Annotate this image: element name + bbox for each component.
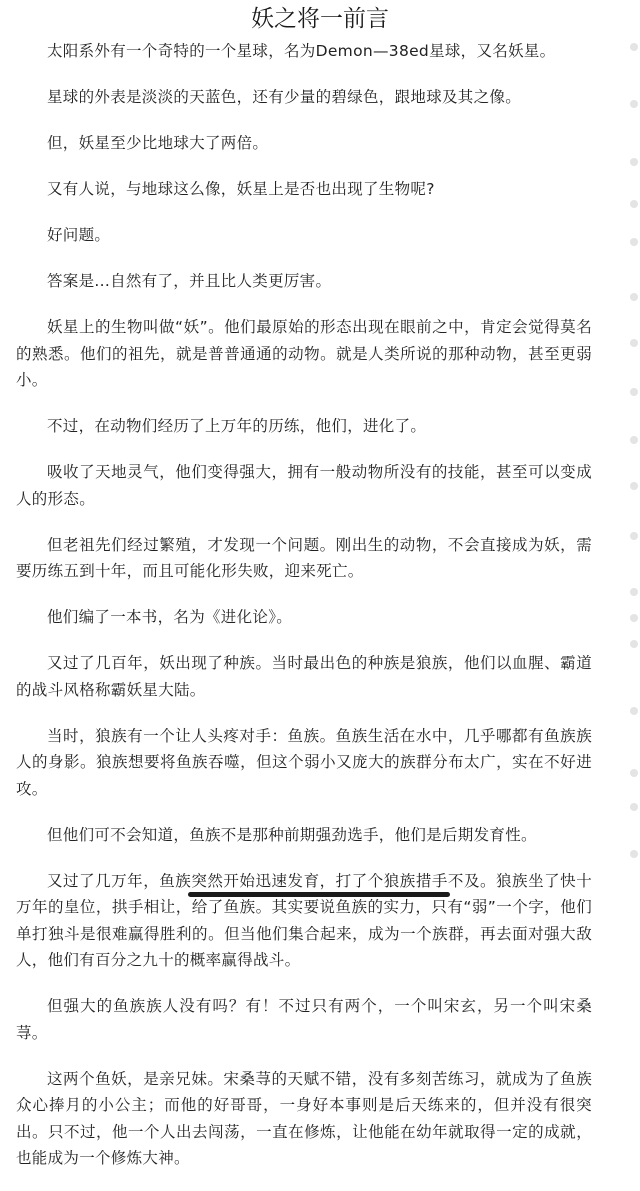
paragraph: 但老祖先们经过繁殖，才发现一个问题。刚出生的动物，不会直接成为妖，需要历练五到十年，而且可能化形失败，迎来死亡。 bbox=[16, 535, 592, 580]
scroll-dot[interactable] bbox=[630, 200, 638, 208]
scroll-dot[interactable] bbox=[630, 293, 638, 301]
paragraph: 但强大的鱼族族人没有吗？有！不过只有两个，一个叫宋玄，另一个叫宋桑荨。 bbox=[16, 997, 592, 1042]
scroll-dot[interactable] bbox=[630, 436, 638, 444]
scroll-dot[interactable] bbox=[630, 707, 638, 715]
scroll-dot[interactable] bbox=[630, 850, 638, 858]
paragraph: 不过，在动物们经历了上万年的历练，他们，进化了。 bbox=[47, 417, 427, 435]
scroll-dot[interactable] bbox=[630, 238, 638, 246]
paragraph: 又过了几百年，妖出现了种族。当时最出色的种族是狼族，他们以血腥、霸道的战斗风格称霸妖星大陆。 bbox=[16, 654, 592, 699]
scroll-dot[interactable] bbox=[630, 532, 638, 540]
scroll-dot[interactable] bbox=[630, 588, 638, 596]
paragraph: 又过了几万年，鱼族突然开始迅速发育，打了个狼族措手不及。狼族坐了快十万年的皇位，拱手相让，给了鱼族。其实要说鱼族的实力，只有“弱”一个字，他们单打独斗是很难赢得胜利的。但当他们集合起来，成为一个族群，再去面对强大敌人，他们有百分之九十的概率赢得战斗。 bbox=[16, 871, 592, 969]
paragraph: 又有人说，与地球这么像，妖星上是否也出现了生物呢? bbox=[47, 180, 435, 198]
scroll-dot[interactable] bbox=[630, 482, 638, 490]
home-indicator-bar[interactable] bbox=[188, 892, 450, 897]
paragraph: 好问题。 bbox=[47, 226, 111, 244]
paragraph: 星球的外表是淡淡的天蓝色，还有少量的碧绿色，跟地球及其之像。 bbox=[47, 88, 522, 106]
paragraph: 答案是...自然有了，并且比人类更厉害。 bbox=[47, 272, 332, 290]
scroll-dot[interactable] bbox=[630, 640, 638, 648]
paragraph: 这两个鱼妖，是亲兄妹。宋桑荨的天赋不错，没有多刻苦练习，就成为了鱼族众心捧月的小公主；而他的好哥哥，一身好本事则是后天练来的，但并没有很突出。只不过，他一个人出去闯荡，一直在修炼，让他能在幼年就取得一定的成就，也能成为一个修炼大神。 bbox=[16, 1069, 592, 1167]
scroll-dot[interactable] bbox=[630, 614, 638, 622]
paragraph: 但他们可不会知道，鱼族不是那种前期强劲选手，他们是后期发育性。 bbox=[47, 825, 537, 844]
page-title: 妖之将一前言 bbox=[251, 6, 389, 32]
scroll-dot[interactable] bbox=[630, 100, 638, 108]
paragraph: 他们编了一本书，名为《进化论》。 bbox=[47, 608, 293, 626]
paragraph: 当时，狼族有一个让人头疼对手：鱼族。鱼族生活在水中，几乎哪都有鱼族族人的身影。狼族想要将鱼族吞噬，但这个弱小又庞大的族群分布太广，实在不好进攻。 bbox=[16, 726, 592, 798]
scroll-dot[interactable] bbox=[630, 388, 638, 396]
paragraph: 但，妖星至少比地球大了两倍。 bbox=[47, 134, 269, 152]
scroll-dot[interactable] bbox=[630, 339, 638, 347]
scroll-dot[interactable] bbox=[630, 769, 638, 777]
scroll-dot[interactable] bbox=[630, 43, 638, 51]
page-scroll-dots[interactable] bbox=[626, 0, 640, 901]
article-body bbox=[16, 38, 592, 1191]
paragraph: 吸收了天地灵气，他们变得强大，拥有一般动物所没有的技能，甚至可以变成人的形态。 bbox=[16, 463, 592, 508]
scroll-dot[interactable] bbox=[630, 803, 638, 811]
paragraph: 太阳系外有一个奇特的一个星球，名为Demon—38ed星球，又名妖星。 bbox=[47, 42, 556, 60]
scroll-dot[interactable] bbox=[630, 158, 638, 166]
paragraph: 妖星上的生物叫做“妖”。他们最原始的形态出现在眼前之中，肯定会觉得莫名的熟悉。他们的祖先，就是普普通通的动物。就是人类所说的那种动物，甚至更弱小。 bbox=[16, 318, 592, 389]
